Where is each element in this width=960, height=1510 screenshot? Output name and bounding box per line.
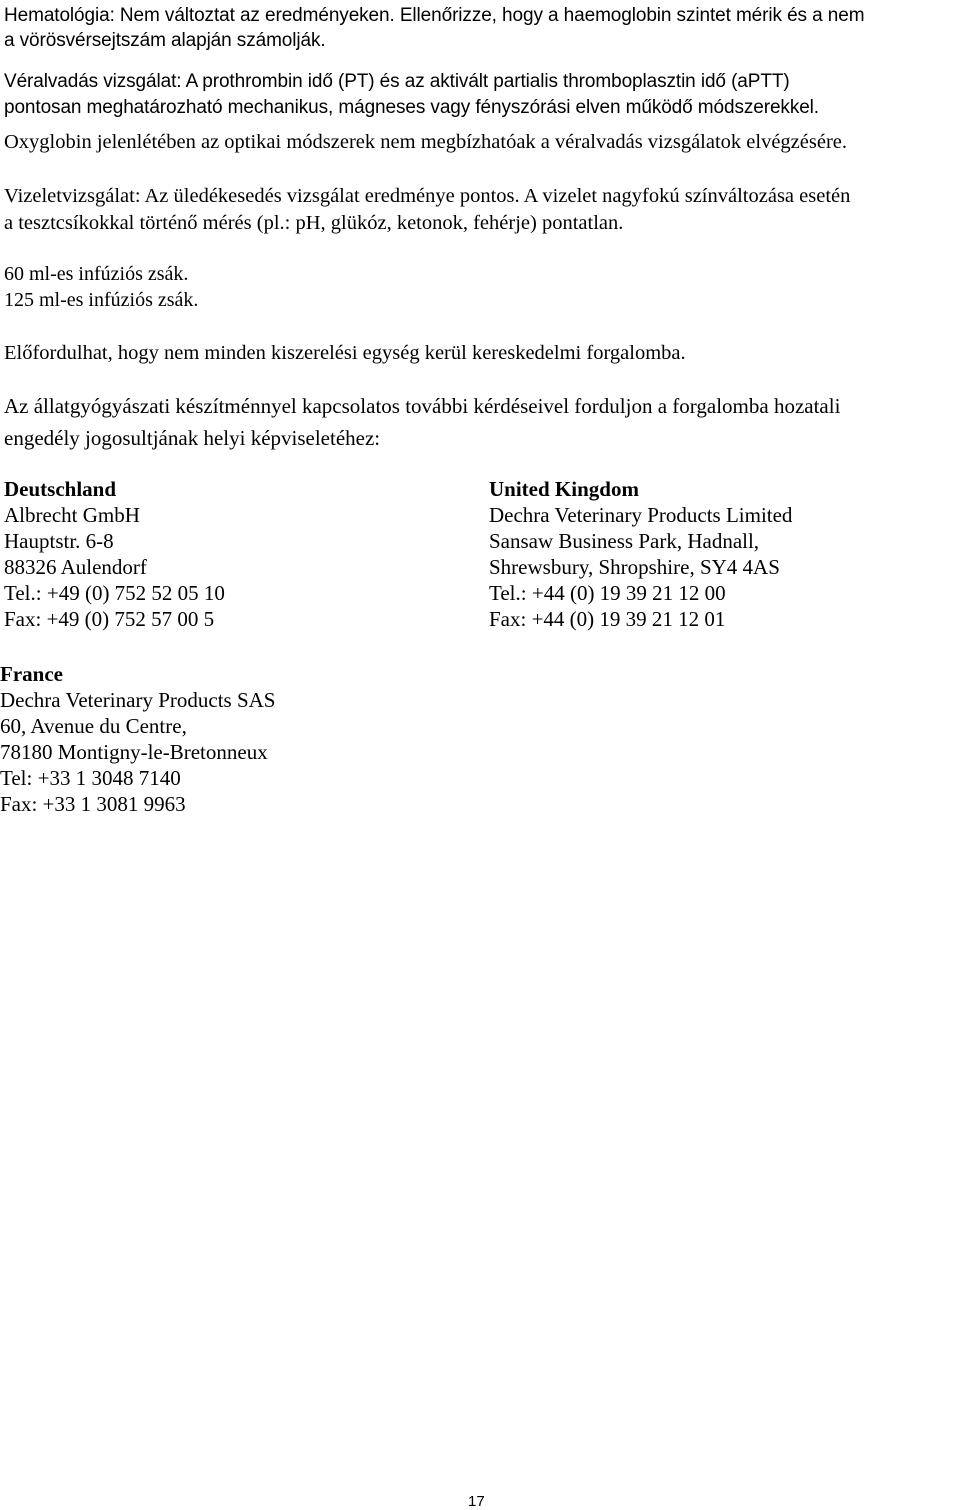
contact-fax: Fax: +33 1 3081 9963 — [0, 792, 186, 816]
pack-size-60ml: 60 ml-es infúziós zsák. — [4, 263, 189, 285]
contact-intro-line-1: Az állatgyógyászati készítménnyel kapcsolatos további kérdéseivel forduljon a forgalomba hozatali — [4, 394, 841, 418]
contact-fax: Fax: +49 (0) 752 57 00 5 — [4, 607, 215, 631]
contact-tel: Tel.: +44 (0) 19 39 21 12 00 — [489, 581, 726, 605]
coagulation-line-1: Véralvadás vizsgálat: A prothrombin idő (PT) és az aktivált partialis thromboplasztin idő (aPTT) — [4, 71, 790, 92]
contact-street: 60, Avenue du Centre, — [0, 714, 187, 738]
coagulation-line-2: pontosan meghatározható mechanikus, mágneses vagy fényszórási elven működő módszerekkel. — [4, 97, 819, 118]
urine-line-1: Vizeletvizsgálat: Az üledékesedés vizsgálat eredménye pontos. A vizelet nagyfokú színváltozása esetén — [4, 185, 851, 207]
contact-country: Deutschland — [4, 477, 117, 501]
coagulation-line-3: Oxyglobin jelenlétében az optikai módszerek nem megbízhatóak a véralvadás vizsgálatok elvégzésére. — [4, 131, 848, 153]
urine-line-2: a tesztcsíkokkal történő mérés (pl.: pH, glükóz, ketonok, fehérje) pontatlan. — [4, 212, 624, 234]
contact-city: 78180 Montigny-le-Bretonneux — [0, 740, 268, 764]
contact-fax: Fax: +44 (0) 19 39 21 12 01 — [489, 607, 726, 631]
pack-size-125ml: 125 ml-es infúziós zsák. — [4, 289, 199, 311]
contact-company: Dechra Veterinary Products SAS — [0, 688, 276, 712]
hematology-line-2: a vörösvérsejtszám alapján számolják. — [4, 30, 326, 51]
contact-tel: Tel.: +49 (0) 752 52 05 10 — [4, 581, 225, 605]
page-number: 17 — [468, 1493, 485, 1510]
contact-intro-line-2: engedély jogosultjának helyi képviseletéhez: — [4, 426, 381, 450]
hematology-line-1: Hematológia: Nem változtat az eredményeken. Ellenőrizze, hogy a haemoglobin szintet mérik és a nem — [4, 5, 865, 26]
marketing-note: Előfordulhat, hogy nem minden kiszerelési egység kerül kereskedelmi forgalomba. — [4, 342, 686, 364]
contact-company: Dechra Veterinary Products Limited — [489, 503, 793, 527]
contact-company: Albrecht GmbH — [4, 503, 140, 527]
contact-city: 88326 Aulendorf — [4, 555, 147, 579]
contact-street: Sansaw Business Park, Hadnall, — [489, 529, 760, 553]
contact-country: France — [0, 662, 63, 686]
contact-city: Shrewsbury, Shropshire, SY4 4AS — [489, 555, 780, 579]
contact-country: United Kingdom — [489, 477, 639, 501]
contact-street: Hauptstr. 6-8 — [4, 529, 114, 553]
contact-tel: Tel: +33 1 3048 7140 — [0, 766, 181, 790]
